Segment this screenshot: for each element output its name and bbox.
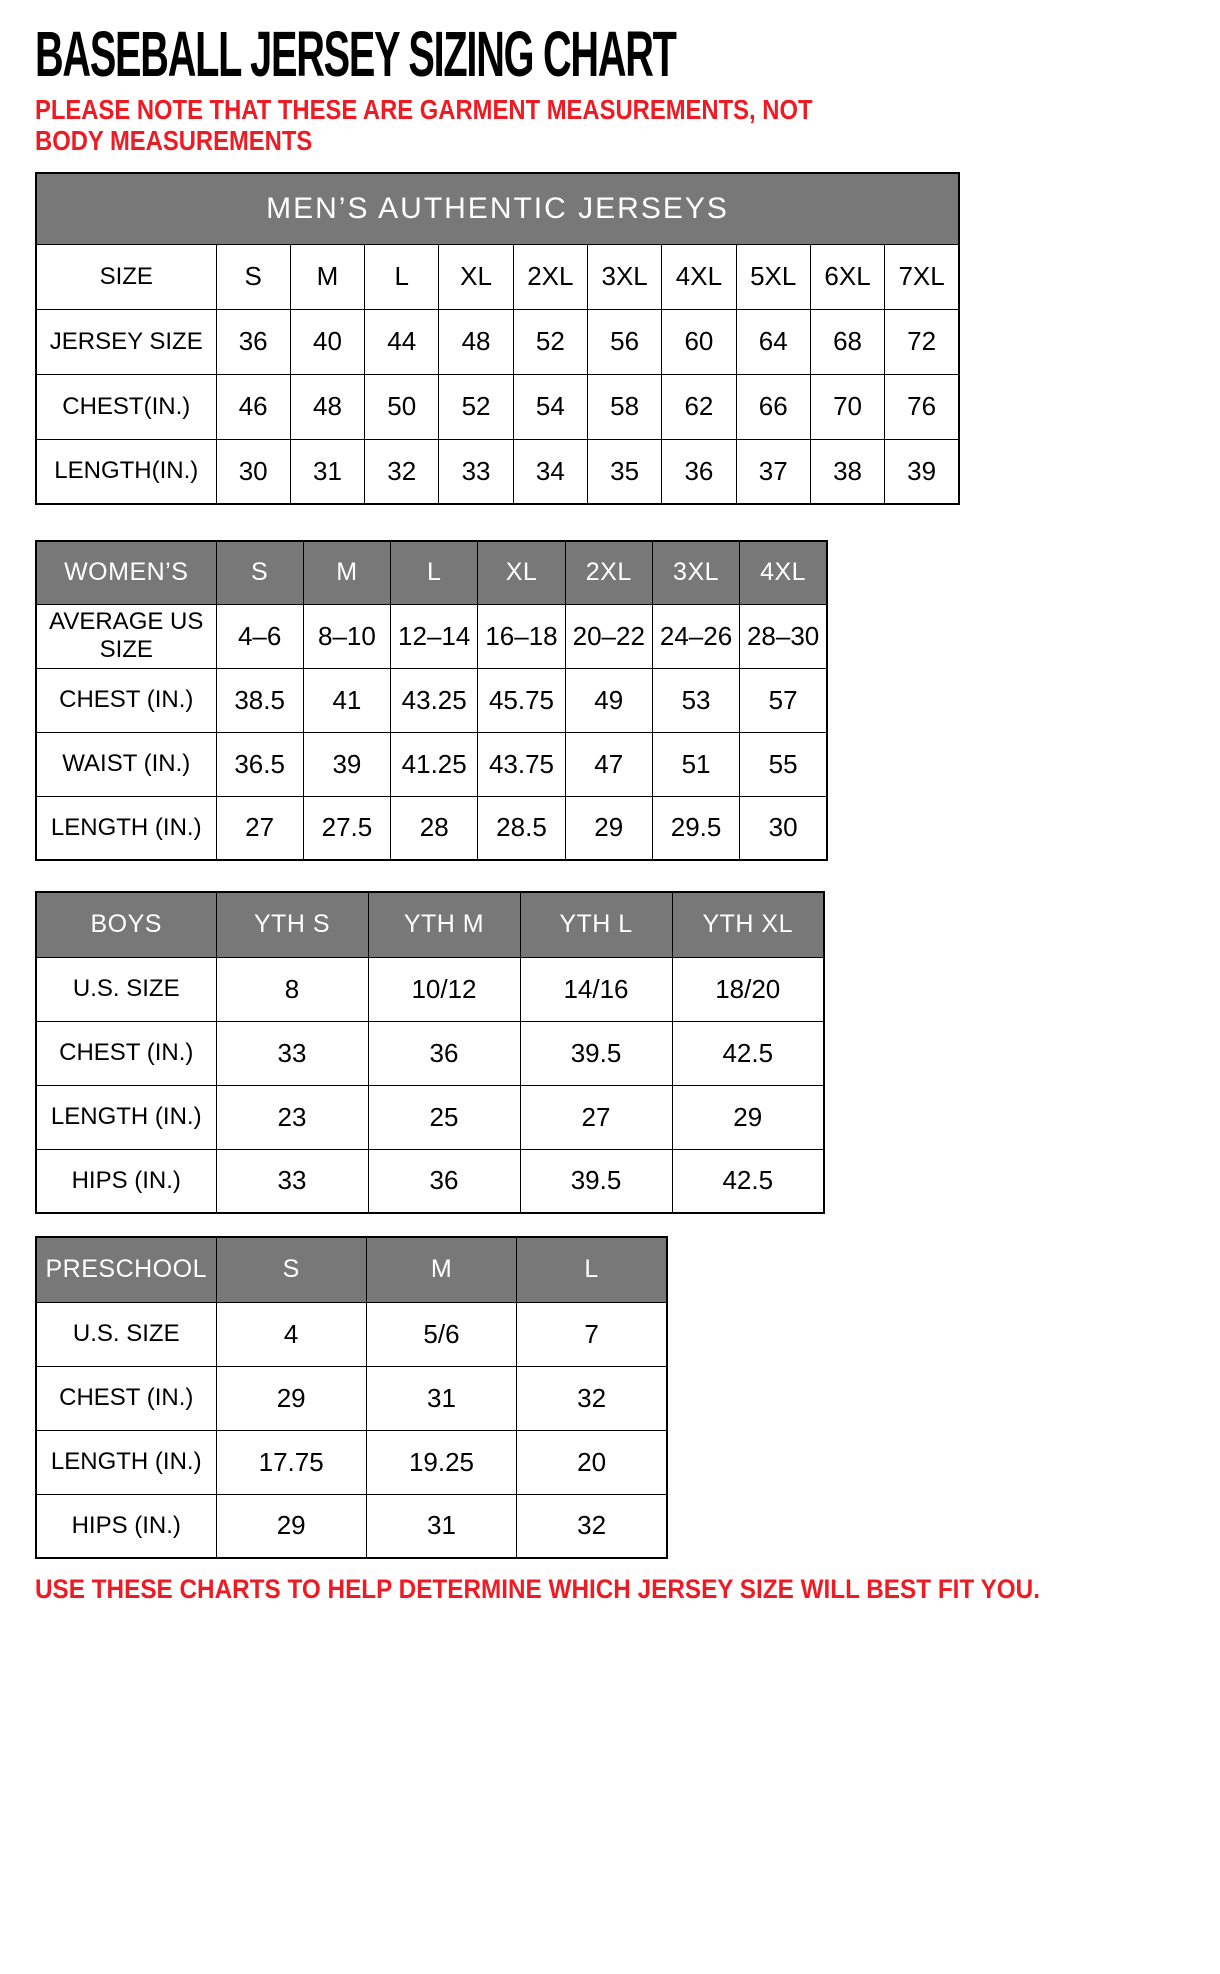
mens-value-cell: 39 xyxy=(885,439,959,504)
womens-value-cell: 47 xyxy=(565,732,652,796)
preschool-value-cell: 4 xyxy=(216,1302,366,1366)
boys-value-cell: 27 xyxy=(520,1085,672,1149)
mens-row xyxy=(36,374,959,439)
mens-value-cell: L xyxy=(365,244,439,309)
preschool-value-cell: 29 xyxy=(216,1494,366,1558)
page-title: BASEBALL JERSEY SIZING CHART xyxy=(35,18,676,90)
womens-value-cell: 8–10 xyxy=(303,604,390,668)
mens-row-label: CHEST(IN.) xyxy=(36,374,216,439)
mens-authentic-jerseys-table xyxy=(35,172,960,505)
mens-row-label: JERSEY SIZE xyxy=(36,309,216,374)
preschool-size-header: S xyxy=(216,1237,366,1302)
preschool-row-label: HIPS (IN.) xyxy=(36,1494,216,1558)
womens-size-header: 3XL xyxy=(652,541,739,604)
mens-value-cell: 31 xyxy=(290,439,364,504)
boys-value-cell: 36 xyxy=(368,1021,520,1085)
boys-value-cell: 29 xyxy=(672,1085,824,1149)
mens-row xyxy=(36,244,959,309)
boys-value-cell: 23 xyxy=(216,1085,368,1149)
womens-row xyxy=(36,796,827,860)
mens-value-cell: 54 xyxy=(513,374,587,439)
womens-row xyxy=(36,604,827,668)
womens-row xyxy=(36,732,827,796)
boys-value-cell: 36 xyxy=(368,1149,520,1213)
preschool-value-cell: 31 xyxy=(366,1494,516,1558)
boys-row-label: CHEST (IN.) xyxy=(36,1021,216,1085)
mens-value-cell: 62 xyxy=(662,374,736,439)
boys-row xyxy=(36,1149,824,1213)
preschool-sizing-table xyxy=(35,1236,668,1559)
boys-row xyxy=(36,1085,824,1149)
mens-value-cell: 34 xyxy=(513,439,587,504)
mens-value-cell: 66 xyxy=(736,374,810,439)
mens-value-cell: 4XL xyxy=(662,244,736,309)
mens-value-cell: 64 xyxy=(736,309,810,374)
womens-value-cell: 39 xyxy=(303,732,390,796)
mens-value-cell: 60 xyxy=(662,309,736,374)
womens-size-header: L xyxy=(391,541,478,604)
preschool-value-cell: 19.25 xyxy=(366,1430,516,1494)
boys-value-cell: 33 xyxy=(216,1021,368,1085)
mens-value-cell: 56 xyxy=(587,309,661,374)
womens-value-cell: 30 xyxy=(740,796,827,860)
mens-value-cell: 50 xyxy=(365,374,439,439)
preschool-header-row xyxy=(36,1237,667,1302)
mens-value-cell: 58 xyxy=(587,374,661,439)
womens-row xyxy=(36,668,827,732)
preschool-row xyxy=(36,1366,667,1430)
mens-value-cell: XL xyxy=(439,244,513,309)
mens-value-cell: 38 xyxy=(810,439,884,504)
womens-row-label: AVERAGE US SIZE xyxy=(36,604,216,668)
mens-header-row xyxy=(36,173,959,244)
mens-value-cell: 44 xyxy=(365,309,439,374)
mens-value-cell: 3XL xyxy=(587,244,661,309)
womens-header-label: WOMEN’S xyxy=(36,541,216,604)
womens-value-cell: 41 xyxy=(303,668,390,732)
mens-value-cell: 36 xyxy=(216,309,290,374)
mens-value-cell: 33 xyxy=(439,439,513,504)
boys-value-cell: 25 xyxy=(368,1085,520,1149)
womens-value-cell: 55 xyxy=(740,732,827,796)
mens-value-cell: 30 xyxy=(216,439,290,504)
boys-value-cell: 39.5 xyxy=(520,1021,672,1085)
mens-value-cell: 32 xyxy=(365,439,439,504)
womens-value-cell: 38.5 xyxy=(216,668,303,732)
preschool-row-label: U.S. SIZE xyxy=(36,1302,216,1366)
preschool-header-label: PRESCHOOL xyxy=(36,1237,216,1302)
preschool-row xyxy=(36,1494,667,1558)
mens-row-label: SIZE xyxy=(36,244,216,309)
womens-row-label: WAIST (IN.) xyxy=(36,732,216,796)
boys-size-header: YTH XL xyxy=(672,892,824,957)
boys-row xyxy=(36,1021,824,1085)
preschool-value-cell: 7 xyxy=(517,1302,667,1366)
mens-value-cell: 68 xyxy=(810,309,884,374)
mens-value-cell: 2XL xyxy=(513,244,587,309)
preschool-value-cell: 29 xyxy=(216,1366,366,1430)
mens-value-cell: 76 xyxy=(885,374,959,439)
boys-row-label: U.S. SIZE xyxy=(36,957,216,1021)
mens-value-cell: 7XL xyxy=(885,244,959,309)
womens-value-cell: 29 xyxy=(565,796,652,860)
womens-sizing-table xyxy=(35,540,828,861)
mens-value-cell: 35 xyxy=(587,439,661,504)
mens-value-cell: 46 xyxy=(216,374,290,439)
preschool-row xyxy=(36,1430,667,1494)
preschool-value-cell: 17.75 xyxy=(216,1430,366,1494)
preschool-value-cell: 5/6 xyxy=(366,1302,516,1366)
womens-size-header: 4XL xyxy=(740,541,827,604)
womens-value-cell: 51 xyxy=(652,732,739,796)
womens-value-cell: 53 xyxy=(652,668,739,732)
garment-measurement-note: PLEASE NOTE THAT THESE ARE GARMENT MEASUREMENTS, NOT BODY MEASUREMENTS xyxy=(35,94,813,156)
boys-size-header: YTH S xyxy=(216,892,368,957)
womens-value-cell: 49 xyxy=(565,668,652,732)
boys-size-header: YTH L xyxy=(520,892,672,957)
womens-value-cell: 24–26 xyxy=(652,604,739,668)
mens-value-cell: 40 xyxy=(290,309,364,374)
womens-value-cell: 28.5 xyxy=(478,796,565,860)
mens-value-cell: 37 xyxy=(736,439,810,504)
womens-size-header: S xyxy=(216,541,303,604)
mens-value-cell: 72 xyxy=(885,309,959,374)
womens-header-row xyxy=(36,541,827,604)
womens-value-cell: 57 xyxy=(740,668,827,732)
womens-value-cell: 28 xyxy=(391,796,478,860)
mens-value-cell: 48 xyxy=(290,374,364,439)
preschool-row-label: CHEST (IN.) xyxy=(36,1366,216,1430)
boys-value-cell: 10/12 xyxy=(368,957,520,1021)
womens-value-cell: 43.75 xyxy=(478,732,565,796)
womens-size-header: 2XL xyxy=(565,541,652,604)
boys-value-cell: 39.5 xyxy=(520,1149,672,1213)
mens-value-cell: 48 xyxy=(439,309,513,374)
boys-value-cell: 42.5 xyxy=(672,1149,824,1213)
footer-note: USE THESE CHARTS TO HELP DETERMINE WHICH JERSEY SIZE WILL BEST FIT YOU. xyxy=(35,1574,1040,1604)
mens-value-cell: 36 xyxy=(662,439,736,504)
womens-value-cell: 16–18 xyxy=(478,604,565,668)
mens-value-cell: M xyxy=(290,244,364,309)
boys-sizing-table xyxy=(35,891,825,1214)
preschool-value-cell: 32 xyxy=(517,1366,667,1430)
mens-value-cell: 70 xyxy=(810,374,884,439)
boys-row-label: LENGTH (IN.) xyxy=(36,1085,216,1149)
womens-value-cell: 45.75 xyxy=(478,668,565,732)
mens-value-cell: 52 xyxy=(439,374,513,439)
boys-value-cell: 42.5 xyxy=(672,1021,824,1085)
preschool-size-header: M xyxy=(366,1237,516,1302)
boys-size-header: YTH M xyxy=(368,892,520,957)
mens-value-cell: 52 xyxy=(513,309,587,374)
womens-value-cell: 28–30 xyxy=(740,604,827,668)
womens-value-cell: 41.25 xyxy=(391,732,478,796)
boys-header-label: BOYS xyxy=(36,892,216,957)
boys-row-label: HIPS (IN.) xyxy=(36,1149,216,1213)
mens-row xyxy=(36,309,959,374)
womens-value-cell: 27 xyxy=(216,796,303,860)
boys-row xyxy=(36,957,824,1021)
mens-row-label: LENGTH(IN.) xyxy=(36,439,216,504)
preschool-row-label: LENGTH (IN.) xyxy=(36,1430,216,1494)
mens-table-title: MEN’S AUTHENTIC JERSEYS xyxy=(36,173,959,244)
womens-value-cell: 43.25 xyxy=(391,668,478,732)
womens-value-cell: 29.5 xyxy=(652,796,739,860)
boys-value-cell: 14/16 xyxy=(520,957,672,1021)
womens-value-cell: 12–14 xyxy=(391,604,478,668)
womens-size-header: M xyxy=(303,541,390,604)
mens-value-cell: 6XL xyxy=(810,244,884,309)
preschool-size-header: L xyxy=(517,1237,667,1302)
mens-value-cell: 5XL xyxy=(736,244,810,309)
womens-value-cell: 36.5 xyxy=(216,732,303,796)
womens-size-header: XL xyxy=(478,541,565,604)
boys-value-cell: 8 xyxy=(216,957,368,1021)
boys-header-row xyxy=(36,892,824,957)
mens-row xyxy=(36,439,959,504)
womens-value-cell: 20–22 xyxy=(565,604,652,668)
womens-row-label: LENGTH (IN.) xyxy=(36,796,216,860)
preschool-row xyxy=(36,1302,667,1366)
boys-value-cell: 18/20 xyxy=(672,957,824,1021)
womens-value-cell: 27.5 xyxy=(303,796,390,860)
womens-value-cell: 4–6 xyxy=(216,604,303,668)
womens-row-label: CHEST (IN.) xyxy=(36,668,216,732)
boys-value-cell: 33 xyxy=(216,1149,368,1213)
preschool-value-cell: 31 xyxy=(366,1366,516,1430)
preschool-value-cell: 20 xyxy=(517,1430,667,1494)
preschool-value-cell: 32 xyxy=(517,1494,667,1558)
mens-value-cell: S xyxy=(216,244,290,309)
